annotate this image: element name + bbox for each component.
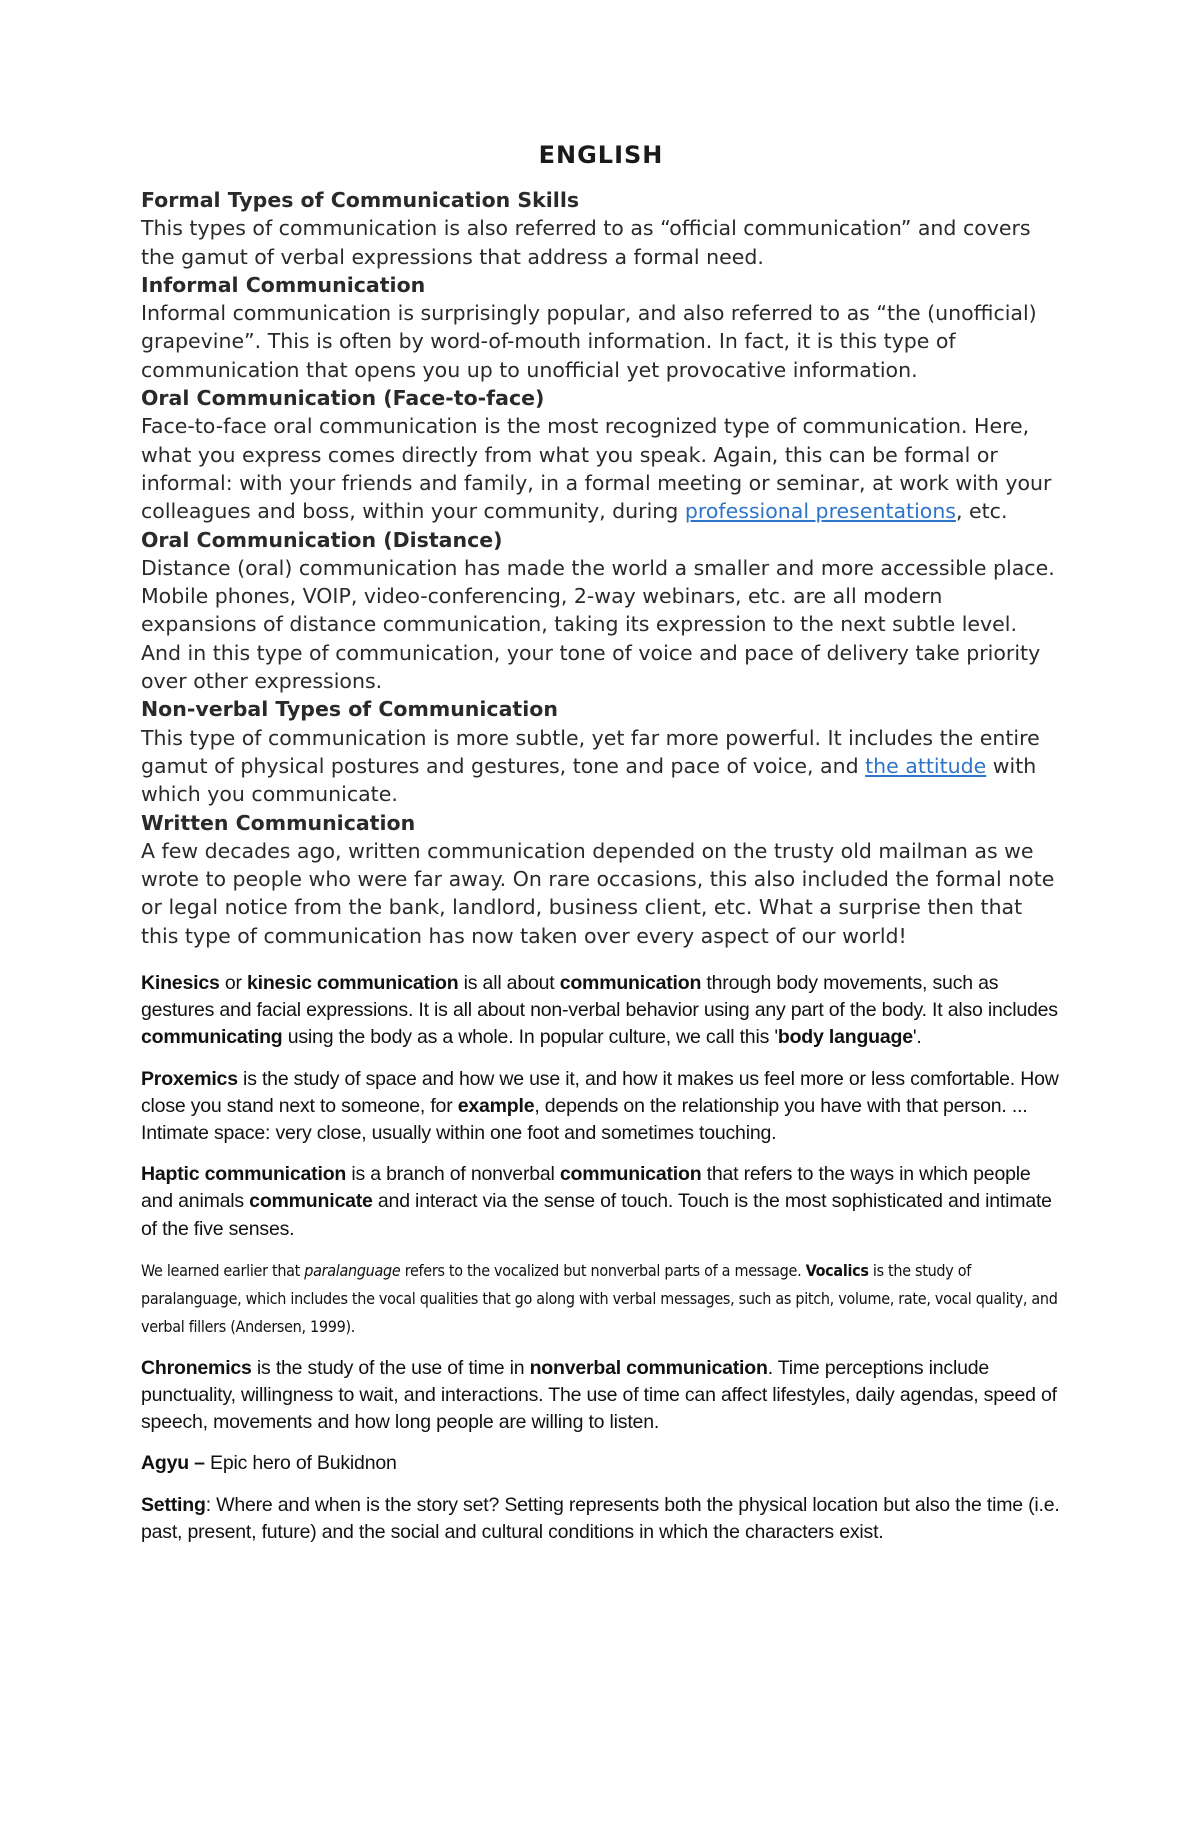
- term-example: example: [457, 1094, 535, 1117]
- text-run: . Time perceptions include punctuality, willingness to wait, and interactions. The use of time can affect lifestyles, daily agendas, speed of speech, movements and how long people are willing to listen.: [141, 1356, 1057, 1434]
- section-body: [141, 724, 1061, 809]
- haptic-paragraph: [141, 1161, 1061, 1243]
- setting-paragraph: [141, 1492, 1061, 1546]
- term-communicate: communicate: [249, 1190, 373, 1213]
- text-run: through body movements, such as gestures and facial expressions. It is all about non-verbal behavior using any part of the body. It also includes: [141, 972, 1058, 1022]
- term-nonverbal-communication: nonverbal communication: [529, 1356, 768, 1379]
- term-kinesic-communication: kinesic communication: [246, 972, 459, 995]
- kinesics-paragraph: [141, 970, 1061, 1052]
- vocalics-paragraph: [141, 1257, 1061, 1341]
- text-run: is the study of the use of time in: [251, 1356, 530, 1379]
- term-communication: communication: [559, 972, 702, 995]
- section-body: A few decades ago, written communication depended on the trusty old mailman as we wrote to people who were far away. On rare occasions, this also included the formal note or legal notice from the bank, landlord, business client, etc. What a surprise then that this type of communication has now taken over every aspect of our world!: [141, 838, 1055, 948]
- section-written: [141, 809, 1061, 950]
- section-heading: Non-verbal Types of Communication: [141, 697, 558, 722]
- body-text: This type of communication is more subtle, yet far more powerful. It includes the entire gamut of physical postures and gestures, tone and pace of voice, and: [141, 725, 1040, 778]
- term-communicating: communicating: [141, 1026, 283, 1049]
- page-title: ENGLISH: [538, 141, 664, 169]
- term-agyu: Agyu –: [141, 1452, 205, 1475]
- section-body: This types of communication is also referred to as “official communication” and covers the gamut of verbal expressions that address a formal need.: [141, 216, 1031, 269]
- term-proxemics: Proxemics: [141, 1067, 238, 1090]
- chronemics-paragraph: [141, 1355, 1061, 1437]
- term-kinesics: Kinesics: [141, 972, 220, 995]
- agyu-paragraph: [141, 1450, 1061, 1477]
- section-body: Distance (oral) communication has made the world a smaller and more accessible place. Mobile phones, VOIP, video-conferencing, 2-way webinars, etc. are all modern expansions of distance communication, taking its expression to the next subtle level. And in this type of communication, your tone of voice and pace of delivery take priority over other expressions.: [141, 555, 1055, 694]
- body-text: , etc.: [956, 499, 1008, 524]
- text-run: that refers to the ways in which people and animals: [141, 1163, 1031, 1213]
- text-run: We learned earlier that: [141, 1260, 305, 1280]
- section-heading: Formal Types of Communication Skills: [141, 188, 580, 212]
- text-run: '.: [912, 1026, 922, 1049]
- term-vocalics: Vocalics: [805, 1260, 869, 1280]
- professional-presentations-link[interactable]: professional presentations: [684, 499, 956, 524]
- text-run: using the body as a whole. In popular culture, we call this ': [282, 1026, 778, 1049]
- proxemics-paragraph: [141, 1066, 1061, 1148]
- text-run: , depends on the relationship you have with that person. ... Intimate space: very close, usually within one foot and sometimes touching.: [141, 1094, 1028, 1145]
- text-run: refers to the vocalized but nonverbal parts of a message.: [400, 1260, 806, 1280]
- section-oral-distance: [141, 526, 1061, 696]
- text-run: is the study of space and how we use it, and how it makes us feel more or less comfortable. How close you stand next to someone, for: [141, 1067, 1059, 1117]
- section-heading: Oral Communication (Face-to-face): [141, 386, 545, 411]
- term-paralanguage: paralanguage: [304, 1260, 401, 1280]
- section-formal: [141, 186, 1061, 271]
- document-body: [141, 140, 1061, 1546]
- section-heading: Oral Communication (Distance): [141, 527, 503, 552]
- text-run: or: [219, 972, 247, 995]
- section-body: Informal communication is surprisingly popular, and also referred to as “the (unofficial) grapevine”. This is often by word-of-mouth information. In fact, it is this type of communication that opens you up to unofficial yet provocative information.: [141, 301, 1037, 382]
- text-run: and interact via the sense of touch. Touch is the most sophisticated and intimate of the five senses.: [141, 1190, 1052, 1240]
- section-nonverbal: [141, 695, 1061, 808]
- section-body: [141, 412, 1061, 525]
- section-heading: Written Communication: [141, 810, 416, 835]
- text-run: : Where and when is the story set? Setting represents both the physical location but also the time (i.e. past, present, future) and the social and cultural conditions in which the characters exist.: [141, 1493, 1060, 1543]
- section-oral-face-to-face: [141, 384, 1061, 525]
- body-text: with which you communicate.: [141, 753, 1037, 807]
- term-chronemics: Chronemics: [141, 1356, 252, 1379]
- term-body-language: body language: [777, 1026, 913, 1049]
- the-attitude-link[interactable]: the attitude: [865, 753, 987, 778]
- body-text: Face-to-face oral communication is the most recognized type of communication. Here, what you express comes directly from what you speak. Again, this can be formal or informal: with your friends and family, in a formal meeting or seminar, at work with your colleagues and boss, within your community, during: [141, 414, 1052, 524]
- term-haptic-communication: Haptic communication: [141, 1163, 347, 1186]
- text-run: is all about: [458, 972, 560, 995]
- term-communication: communication: [559, 1163, 702, 1186]
- section-informal: [141, 271, 1061, 384]
- term-setting: Setting: [141, 1493, 206, 1516]
- text-run: is a branch of nonverbal: [346, 1163, 560, 1186]
- text-run: is the study of paralanguage, which includes the vocal qualities that go along with verbal messages, such as pitch, volume, rate, vocal quality, and verbal fillers (Andersen, 1999).: [141, 1260, 1058, 1336]
- section-heading: Informal Communication: [141, 272, 426, 297]
- text-run: Epic hero of Bukidnon: [204, 1452, 397, 1475]
